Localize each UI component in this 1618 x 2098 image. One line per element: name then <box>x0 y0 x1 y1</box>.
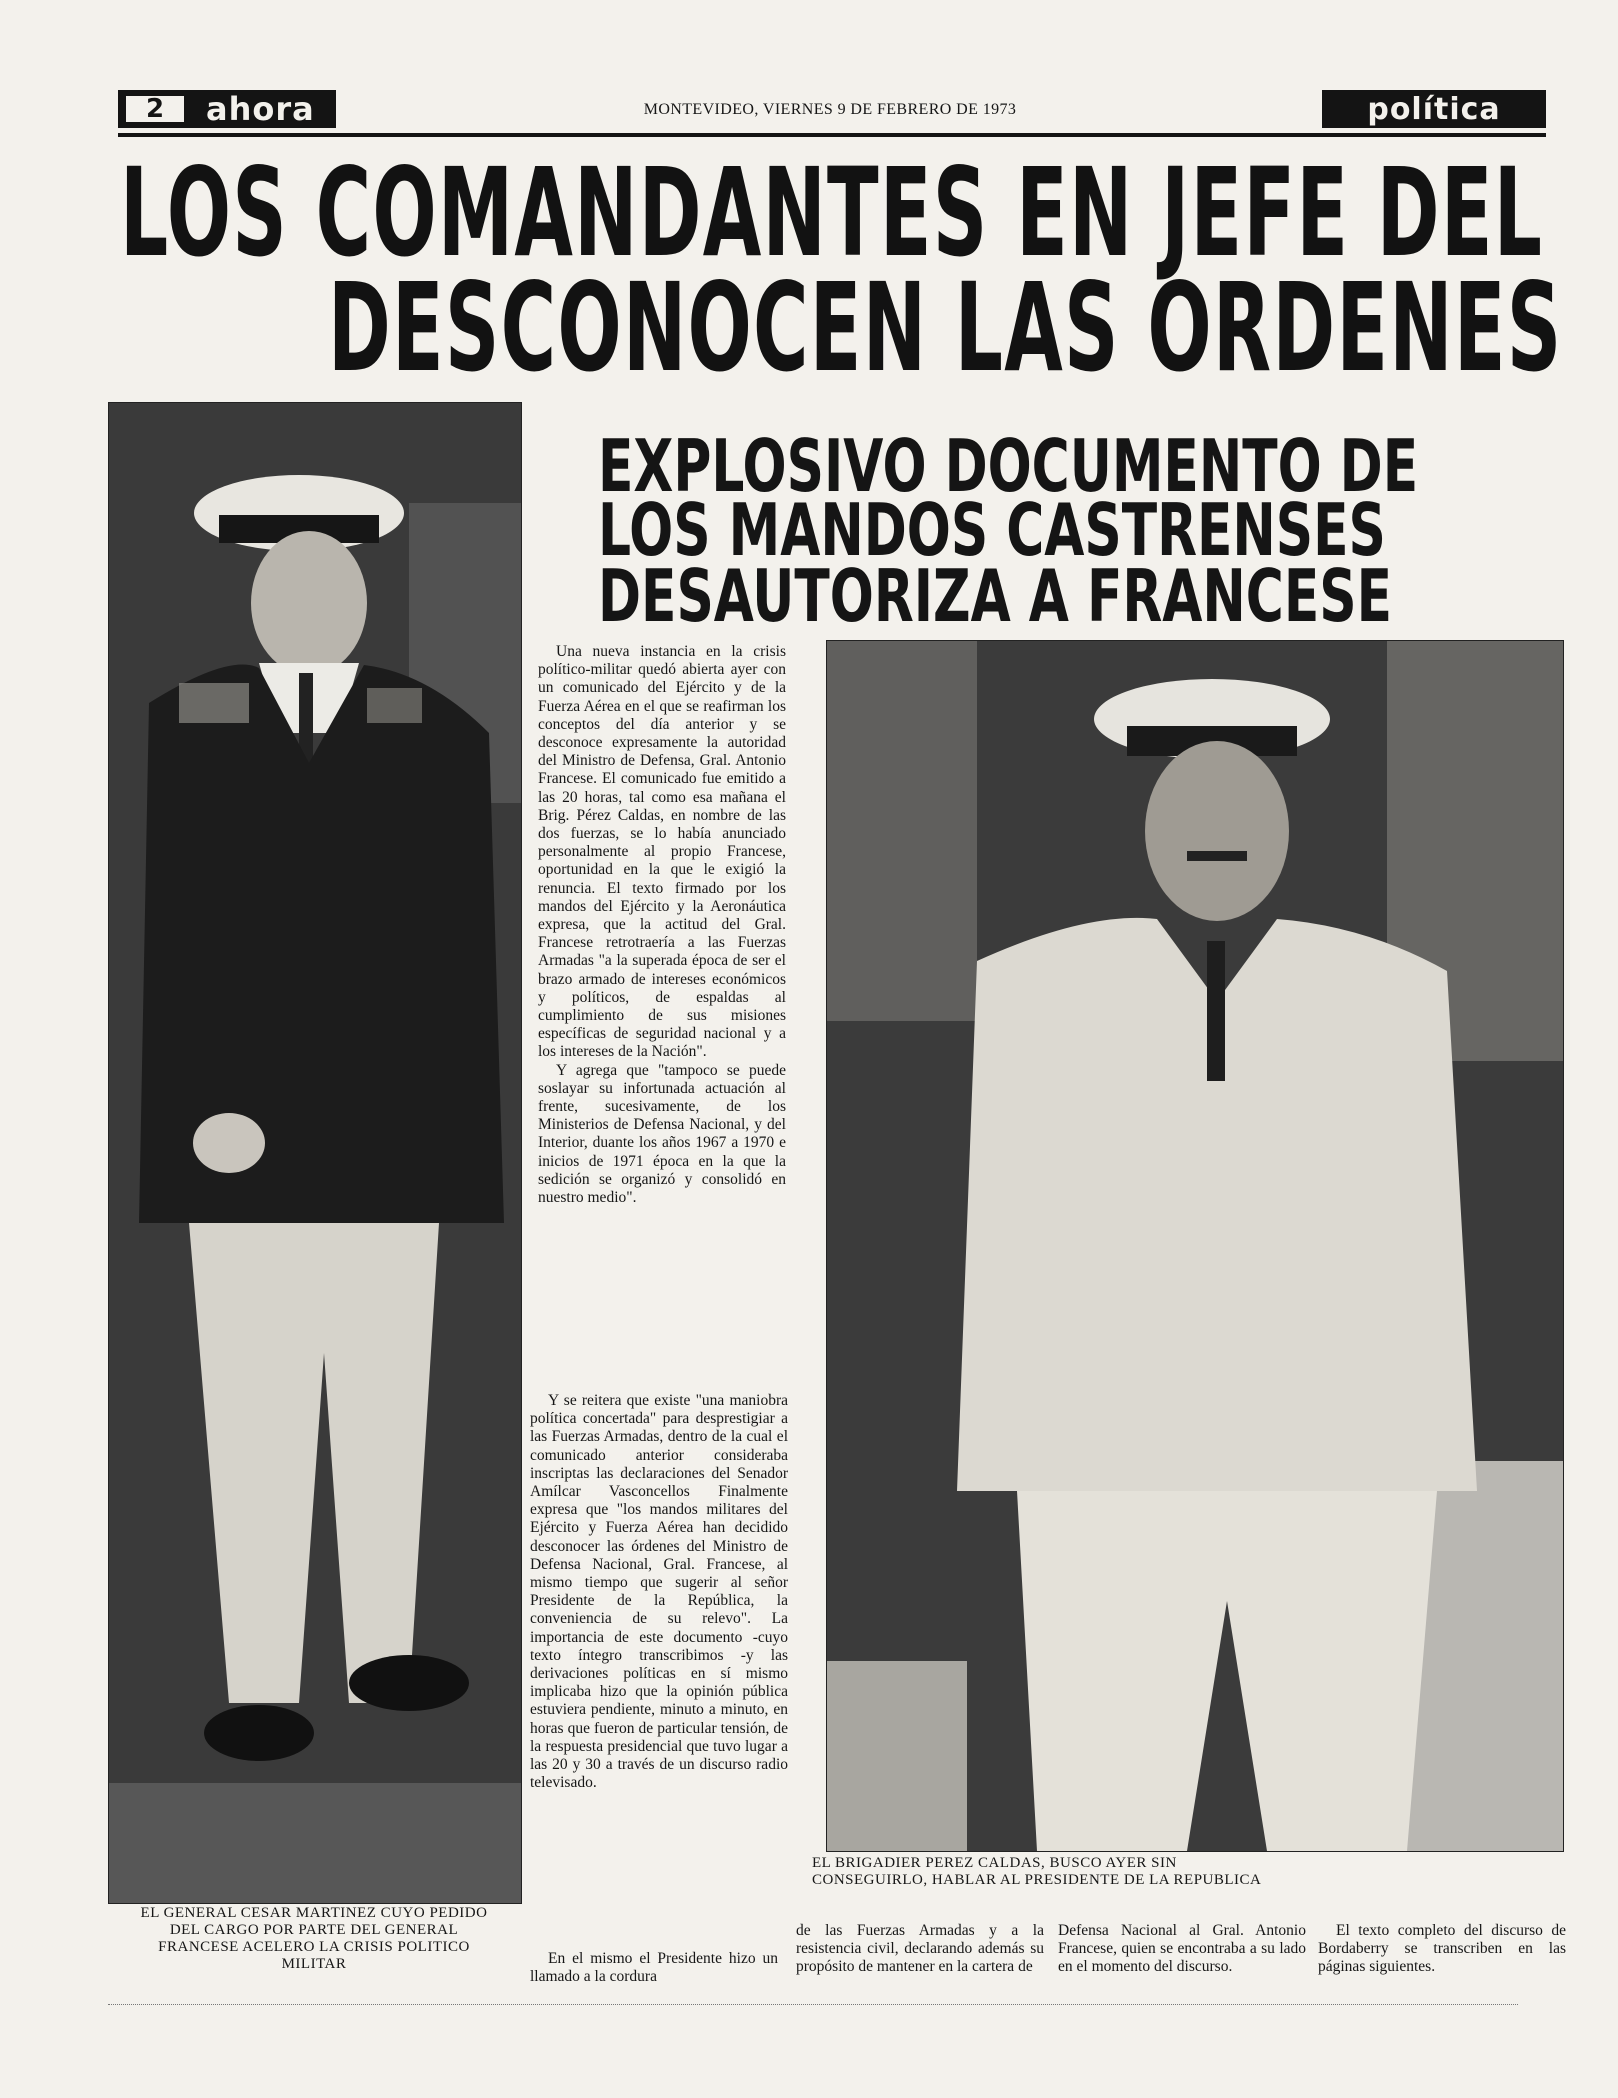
caption-right-photo: EL BRIGADIER PEREZ CALDAS, BUSCO AYER SIN CONSEGUIRLO, HABLAR AL PRESIDENTE DE LA REPUBLICA <box>812 1855 1262 1888</box>
headline-line-1: LOS COMANDANTES EN JEFE DEL <box>120 142 1544 284</box>
article-paragraph: Una nueva instancia en la crisis político-militar quedó abierta ayer con un comunicado del Ejército y de la Fuerza Aérea en el que se reafirman los conceptos del día anterior y se desconoce expresamente la autoridad del Ministro de Defensa, Gral. Antonio Francese. El comunicado fue emitido a las 20 horas, tal como esa mañana el Brig. Pérez Caldas, en nombre de las dos fuerzas, se lo había anunciado personalmente al propio Francese, oportunidad en la que le exigió la renuncia. El texto firmado por los mandos del Ejército y la Aeronáutica expresa, que la actitud del Gral. Francese retrotraería a las Fuerzas Armadas "a la superada época de ser el brazo armado de intereses económicos y políticos, de espaldas al cumplimiento de sus misiones específicas de seguridad nacional y a los intereses de la Nación". <box>538 643 786 1061</box>
photo-general-martinez <box>108 402 522 1904</box>
article-bottom-column-2 <box>1058 1922 1306 1977</box>
subheadline-line-1: EXPLOSIVO DOCUMENTO DE <box>598 424 1419 508</box>
subheadline-line-2: LOS MANDOS CASTRENSES <box>598 488 1386 572</box>
page-number-banner <box>118 90 336 128</box>
section-label: política <box>1322 90 1546 128</box>
article-paragraph: En el mismo el Presidente hizo un llamado a la cordura <box>530 1950 778 1986</box>
footer-rule <box>108 2004 1518 2005</box>
article-paragraph: El texto completo del discurso de Bordaberry se transcriben en las páginas siguientes. <box>1318 1922 1566 1976</box>
dateline: MONTEVIDEO, VIERNES 9 DE FEBRERO DE 1973 <box>643 101 1017 118</box>
article-paragraph: Y agrega que "tampoco se puede soslayar su infortunada actuación al frente, sucesivamente, de los Ministerios de Defensa Nacional, y del Interior, duante los años 1967 a 1970 e inicios de 1971 época en la que la sedición se organizó y consolidó en nuestro medio". <box>538 1061 786 1207</box>
newspaper-name: ahora <box>206 90 315 128</box>
caption-left-photo: EL GENERAL CESAR MARTINEZ CUYO PEDIDO DEL CARGO POR PARTE DEL GENERAL FRANCESE ACELERO LA CRISIS POLITICO MILITAR <box>140 1905 488 1972</box>
page-number: 2 <box>126 96 184 122</box>
masthead-rule <box>118 133 1546 137</box>
article-column-3 <box>530 1950 778 1986</box>
article-bottom-column-1 <box>796 1922 1044 1977</box>
article-column-2 <box>530 1392 788 1792</box>
photo-general-martinez-figure <box>109 403 521 1903</box>
article-paragraph: de las Fuerzas Armadas y a la resistencia civil, declarando además su propósito de mantener en la cartera de <box>796 1922 1044 1976</box>
article-paragraph: Defensa Nacional al Gral. Antonio Francese, quien se encontraba a su lado en el momento del discurso. <box>1058 1922 1306 1976</box>
headline-line-2: DESCONOCEN LAS ORDENES <box>328 257 1563 399</box>
article-paragraph: Y se reitera que existe "una maniobra política concertada" para desprestigiar a las Fuerzas Armadas, dentro de la cual el comunicado anterior consideraba inscriptas las declaraciones del Senador Amílcar Vasconcellos Finalmente expresa que "los mandos militares del Ejército y Fuerza Aérea han decidido desconocer las órdenes del Ministro de Defensa Nacional, Gral. Francese, al mismo tiempo que sugerir al señor Presidente de la República, la conveniencia de su relevo". La importancia de este documento -cuyo texto íntegro transcribimos -y las derivaciones políticas en sí mismo implicaba hizo que la opinión pública estuviera pendiente, minuto a minuto, en horas que fueron de particular tensión, de la respuesta presidencial que tuvo lugar a las 20 y 30 a través de un discurso radio televisado. <box>530 1392 788 1792</box>
photo-brigadier-perez-caldas-figure <box>827 641 1563 1851</box>
photo-brigadier-perez-caldas <box>826 640 1564 1852</box>
article-column-1 <box>538 643 786 1207</box>
article-bottom-column-3 <box>1318 1922 1566 1977</box>
subheadline-line-3: DESAUTORIZA A FRANCESE <box>598 554 1393 638</box>
